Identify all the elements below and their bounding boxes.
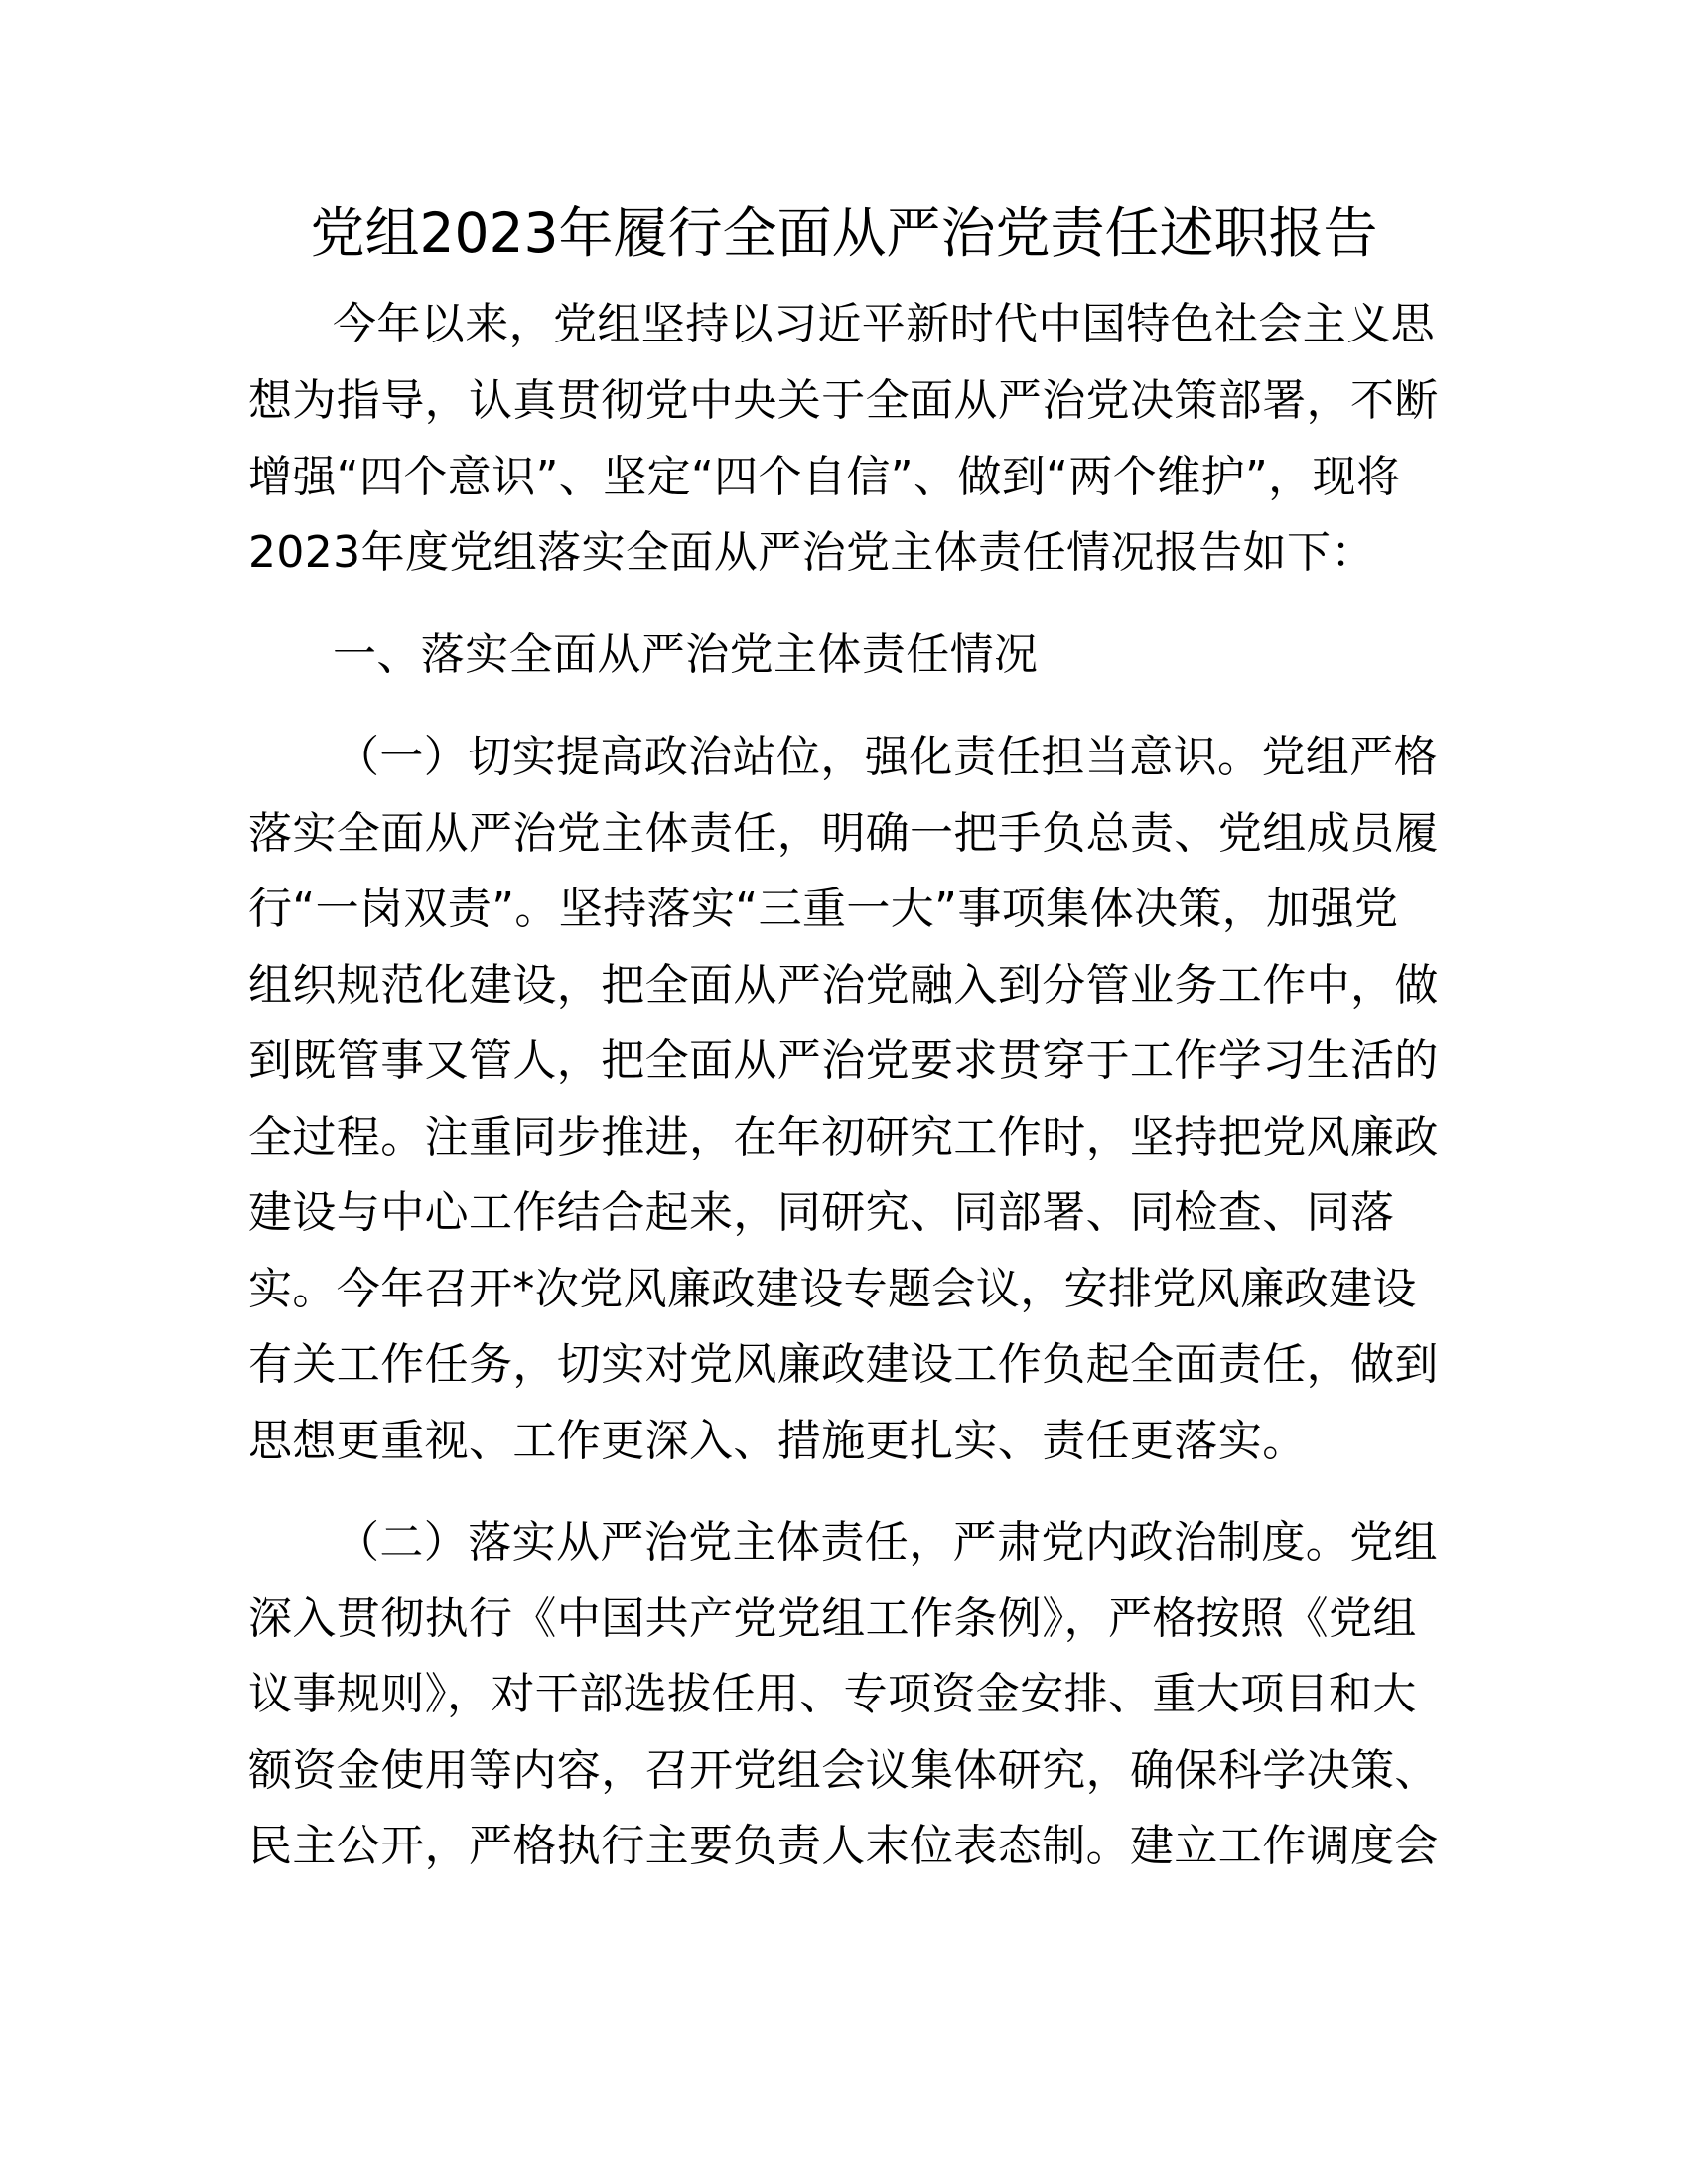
paragraph-line: 额资金使用等内容，召开党组会议集体研究，确保科学决策、 — [248, 1745, 1439, 1796]
paragraph-line: （二）落实从严治党主体责任，严肃党内政治制度。党组 — [336, 1517, 1438, 1568]
paragraph-line: 思想更重视、工作更深入、措施更扎实、责任更落实。 — [248, 1416, 1307, 1466]
section-heading: 一、落实全面从严治党主体责任情况 — [333, 629, 1039, 680]
paragraph-line: 落实全面从严治党主体责任，明确一把手负总责、党组成员履 — [248, 808, 1439, 859]
paragraph-line: （一）切实提高政治站位，强化责任担当意识。党组严格 — [336, 732, 1438, 782]
paragraph-line: 今年以来，党组坚持以习近平新时代中国特色社会主义思 — [333, 299, 1435, 349]
paragraph-line: 实。今年召开*次党风廉政建设专题会议，安排党风廉政建设 — [248, 1264, 1417, 1314]
paragraph-line: 有关工作任务，切实对党风廉政建设工作负起全面责任，做到 — [248, 1339, 1439, 1390]
paragraph-line: 想为指导，认真贯彻党中央关于全面从严治党决策部署，不断 — [248, 375, 1439, 426]
paragraph-line: 到既管事又管人，把全面从严治党要求贯穿于工作学习生活的 — [248, 1035, 1439, 1086]
paragraph-line: 行“一岗双责”。坚持落实“三重一大”事项集体决策，加强党 — [248, 884, 1399, 934]
paragraph-line: 议事规则》，对干部选拔任用、专项资金安排、重大项目和大 — [248, 1669, 1417, 1719]
paragraph-line: 2023年度党组落实全面从严治党主体责任情况报告如下： — [248, 527, 1375, 578]
paragraph-line: 深入贯彻执行《中国共产党党组工作条例》，严格按照《党组 — [248, 1593, 1417, 1644]
paragraph-line: 建设与中心工作结合起来，同研究、同部署、同检查、同落 — [248, 1187, 1395, 1238]
paragraph-line: 民主公开，严格执行主要负责人末位表态制。建立工作调度会 — [248, 1821, 1439, 1871]
paragraph-line: 增强“四个意识”、坚定“四个自信”、做到“两个维护”，现将 — [248, 452, 1401, 502]
document-title: 党组2023年履行全面从严治党责任述职报告 — [310, 202, 1378, 265]
paragraph-line: 组织规范化建设，把全面从严治党融入到分管业务工作中，做 — [248, 960, 1439, 1011]
paragraph-line: 全过程。注重同步推进，在年初研究工作时，坚持把党风廉政 — [248, 1112, 1439, 1162]
